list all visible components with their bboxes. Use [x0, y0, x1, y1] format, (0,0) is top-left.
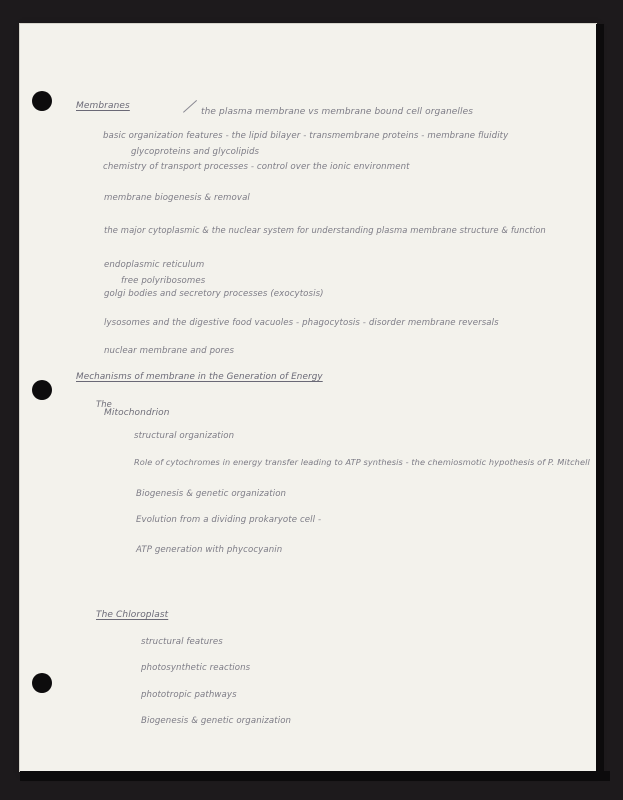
line-lysosomes: lysosomes and the digestive food vacuoles - phagocytosis - disorder membrane reversals: [104, 318, 499, 328]
binder-hole-bottom: [32, 673, 52, 693]
line-photosynthetic-reactions: photosynthetic reactions: [141, 663, 251, 673]
line-endoplasmic-reticulum: endoplasmic reticulum: [104, 260, 205, 270]
binder-hole-middle: [32, 380, 52, 400]
line-biogenesis-genetic: Biogenesis & genetic organization: [136, 489, 287, 499]
insert-note: the plasma membrane vs membrane bound cell organelles: [201, 107, 474, 117]
line-membrane-biogenesis: membrane biogenesis & removal: [104, 193, 250, 203]
line-photosynthetic-pathways: phototropic pathways: [141, 690, 237, 700]
line-golgi: golgi bodies and secretory processes (exocytosis): [104, 289, 324, 299]
page-edge-shadow-bottom: [20, 771, 610, 781]
label-the: The: [96, 399, 112, 409]
heading-mitochondrion: Mitochondrion: [104, 408, 170, 418]
heading-mechanisms: Mechanisms of membrane in the Generation of Energy: [76, 372, 323, 382]
line-structural-organization: structural organization: [134, 431, 235, 441]
line-glycoproteins: glycoproteins and glycolipids: [131, 147, 260, 157]
binder-hole-top: [32, 91, 52, 111]
line-atp-generation: ATP generation with phycocyanin: [136, 545, 283, 555]
line-free-polyribosomes: free polyribosomes: [121, 276, 206, 286]
page-edge-shadow: [596, 24, 604, 771]
heading-membranes: Membranes: [76, 101, 130, 111]
line-endoplasmic-system: the major cytoplasmic & the nuclear system for understanding plasma membrane structure & function: [104, 225, 546, 235]
line-basic-organization: basic organization features - the lipid bilayer - transmembrane proteins - membrane fluidity: [103, 131, 509, 141]
heading-chloroplast: The Chloroplast: [96, 610, 169, 620]
line-nuclear-membrane: nuclear membrane and pores: [104, 346, 235, 356]
line-chemistry-transport: chemistry of transport processes - control over the ionic environment: [103, 162, 410, 172]
line-role-cytochromes: Role of cytochromes in energy transfer leading to ATP synthesis - the chemiosmotic hypothesis of P. Mitchell: [134, 457, 590, 467]
line-structural-features: structural features: [141, 637, 223, 647]
line-evolution: Evolution from a dividing prokaryote cell -: [136, 515, 322, 525]
line-biogenesis-genetic-2: Biogenesis & genetic organization: [141, 716, 292, 726]
